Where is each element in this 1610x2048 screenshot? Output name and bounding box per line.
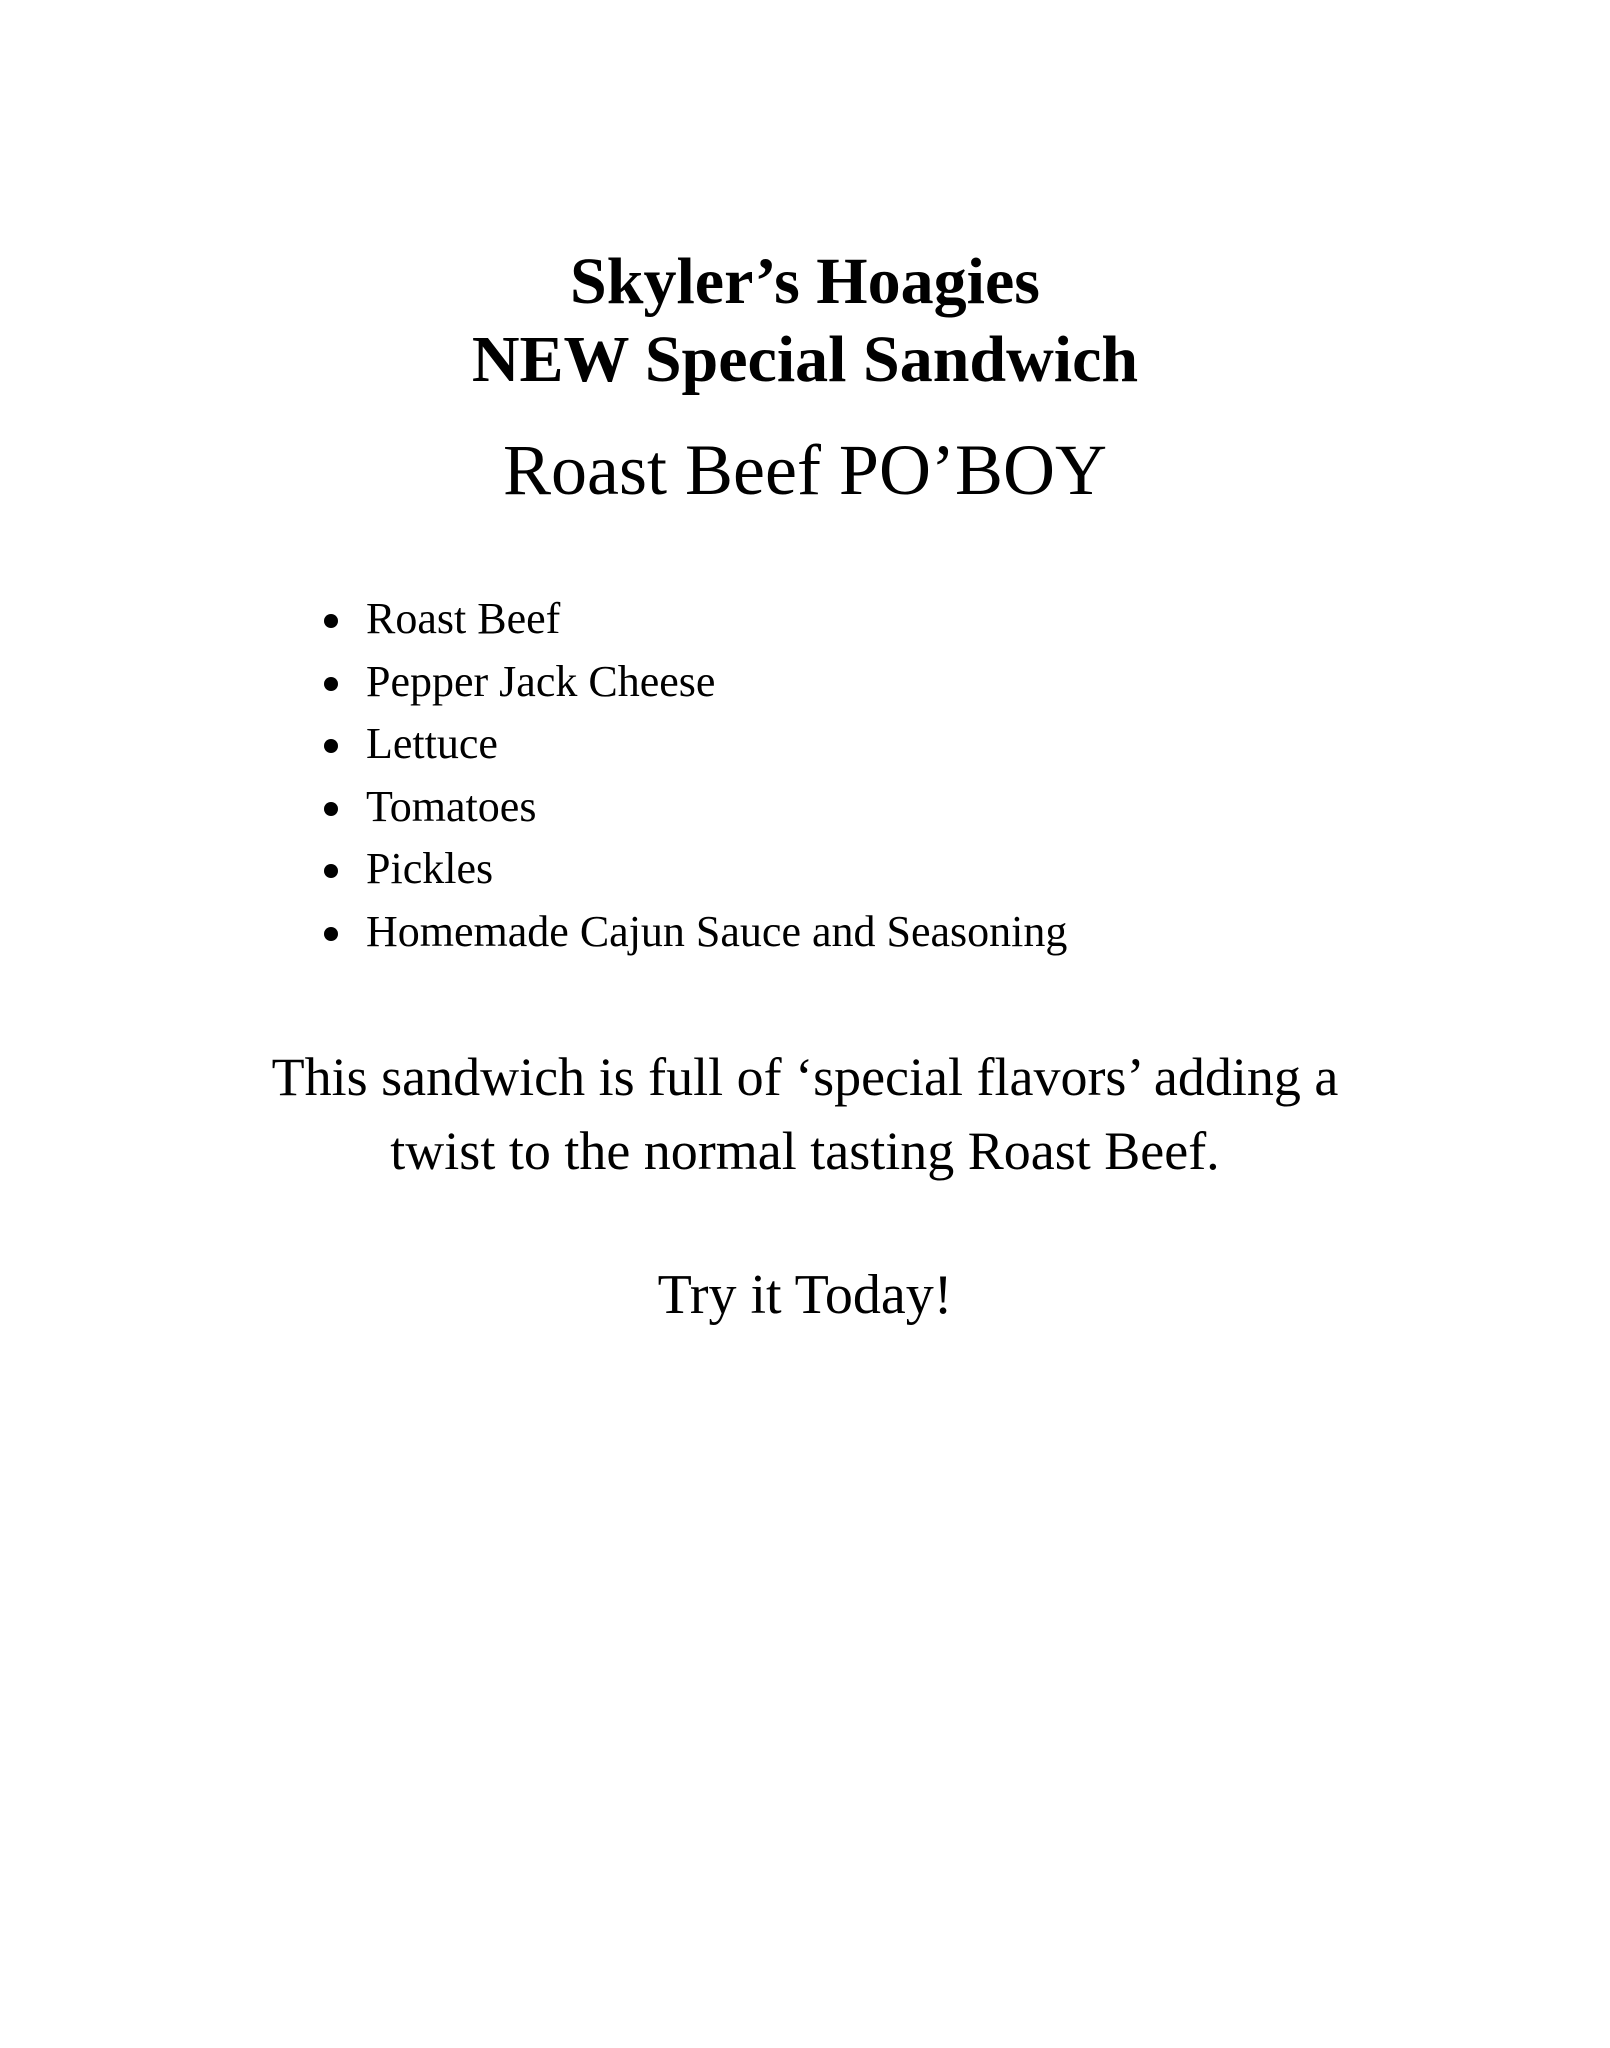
bullet-icon xyxy=(324,802,338,816)
call-to-action: Try it Today! xyxy=(657,1264,953,1326)
sandwich-name-heading: Roast Beef PO’BOY xyxy=(503,430,1107,510)
ingredient-label: Pepper Jack Cheese xyxy=(366,656,716,706)
ingredient-list xyxy=(318,588,1067,963)
ingredient-item xyxy=(318,651,1067,714)
ingredient-item xyxy=(318,588,1067,651)
special-tagline-heading: NEW Special Sandwich xyxy=(471,323,1139,396)
ingredient-label: Pickles xyxy=(366,844,494,893)
ingredient-item xyxy=(318,776,1067,839)
store-name-heading: Skyler’s Hoagies xyxy=(570,245,1040,318)
description-line: This sandwich is full of ‘special flavors’ adding a xyxy=(271,1047,1339,1107)
ingredient-label: Lettuce xyxy=(366,719,498,768)
bullet-icon xyxy=(324,864,338,878)
ingredient-item xyxy=(318,713,1067,776)
description-line: twist to the normal tasting Roast Beef. xyxy=(390,1121,1220,1181)
ingredient-item xyxy=(318,838,1067,901)
bullet-icon xyxy=(324,677,338,691)
ingredient-label: Roast Beef xyxy=(366,594,561,643)
description-paragraph xyxy=(0,1040,1610,1188)
ingredient-item xyxy=(318,901,1067,964)
ingredient-label: Tomatoes xyxy=(366,781,537,831)
bullet-icon xyxy=(324,739,338,753)
ingredient-label: Homemade Cajun Sauce and Seasoning xyxy=(366,906,1068,956)
bullet-icon xyxy=(324,614,338,628)
bullet-icon xyxy=(324,927,338,941)
